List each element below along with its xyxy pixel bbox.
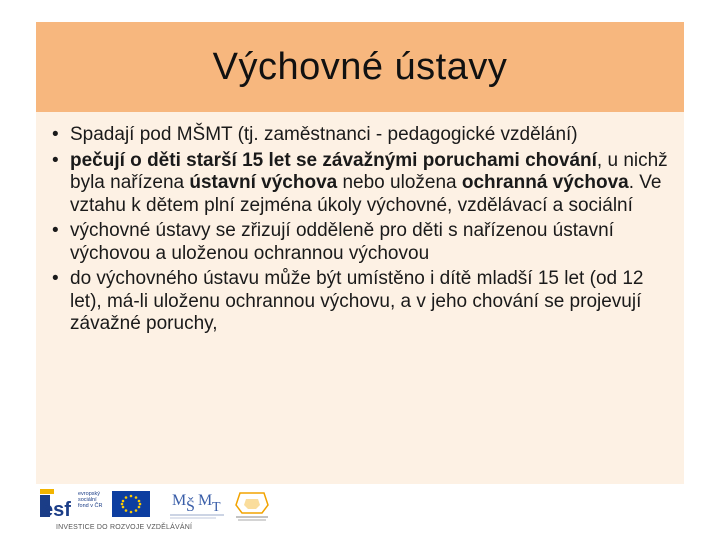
svg-text:esf: esf [42, 499, 71, 521]
msmt-logo [168, 487, 226, 521]
bullet-dot: • [52, 268, 59, 289]
slide-title: Výchovné ústavy [212, 45, 508, 88]
title-bar [36, 22, 684, 112]
svg-text:T: T [212, 500, 221, 515]
bullet-text-bold: ochranná výchova [461, 172, 629, 193]
bullet-list [52, 124, 676, 339]
bullet-text: výchovné ústavy se zřizují odděleně pro děti s nařízenou ústavní výchovou a uloženou ochrannou výchovou [70, 220, 614, 264]
svg-text:M: M [172, 492, 187, 509]
bullet-dot: • [52, 220, 59, 241]
bullet-dot: • [52, 149, 59, 171]
bullet-text-bold: ústavní výchova [189, 172, 338, 193]
bullet-text: do výchovného ústavu může být umístěno i dítě mladší 15 let (od 12 let), má-li uloženu ochrannou výchovu, a v jeho chování se projevují závažné poruchy, [70, 268, 644, 334]
svg-text:Š: Š [186, 498, 195, 515]
bullet-text: , u nichž byla nařízena [70, 149, 668, 193]
bullet-text: Spadají pod MŠMT (tj. zaměstnanci - pedagogické vzdělání) [70, 124, 578, 145]
svg-text:M: M [198, 492, 213, 509]
esf-line: evropský [78, 491, 101, 497]
bullet-item [52, 124, 676, 147]
esf-line: sociální [78, 497, 97, 503]
content-box [36, 112, 684, 484]
bullet-text: . Ve vztahu k dětem plní zejména úkoly výchovné, vzdělávací a sociální [70, 172, 662, 216]
bullet-item [52, 268, 676, 336]
eu-flag-logo [112, 489, 150, 523]
bullet-dot: • [52, 124, 59, 145]
op-vk-logo [232, 489, 272, 523]
bullet-text: nebo uložena [337, 172, 462, 193]
bullet-text-bold: pečují o děti starší 15 let se závažnými poruchami chování [70, 149, 597, 171]
esf-line: fond v ČR [78, 503, 103, 509]
esf-text [78, 491, 102, 509]
bullet-item [52, 150, 676, 218]
bullet-item [52, 220, 676, 265]
footer-caption: INVESTICE DO ROZVOJE VZDĚLÁVÁNÍ [56, 524, 193, 531]
